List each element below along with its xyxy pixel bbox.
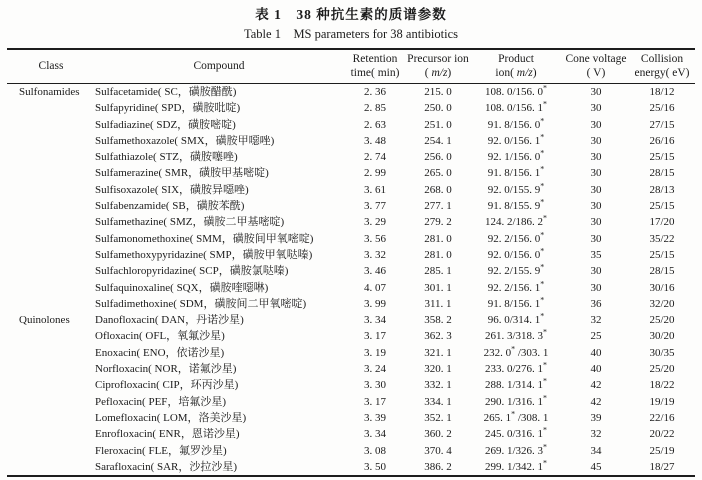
cell-compound: Ofloxacin( OFL，氧氟沙星) (95, 330, 225, 343)
cell-product-ion: 92. 1/156. 0* (487, 149, 545, 164)
table-row (7, 345, 695, 361)
cell-product-ion: 92. 0/156. 1* (487, 132, 545, 147)
table-row (7, 149, 695, 165)
col-header-collision-energy (629, 49, 695, 84)
cell-collision-energy: 25/15 (649, 151, 675, 164)
cell-cone-voltage: 40 (590, 363, 602, 376)
cell-collision-energy: 25/20 (649, 314, 675, 327)
cell-collision-energy: 30/35 (649, 346, 675, 359)
cell-collision-energy: 22/16 (649, 411, 675, 424)
table-row (7, 198, 695, 214)
cell-collision-energy: 35/22 (649, 232, 675, 245)
cell-product-ion: 91. 8/155. 9* (487, 198, 545, 213)
cell-retention-time: 3. 77 (364, 200, 386, 213)
cell-compound: Sulfamerazine( SMR，磺胺甲基嘧啶) (95, 167, 269, 180)
cell-product-ion: 92. 2/156. 0* (487, 230, 545, 245)
cell-compound: Danofloxacin( DAN，丹诺沙星) (95, 314, 244, 327)
cell-compound: Sulfisoxazole( SIX，磺胺异噁唑) (95, 183, 249, 196)
cell-retention-time: 3. 29 (364, 216, 386, 229)
col-header-cone-line2: ( V) (586, 67, 606, 79)
ms-parameters-table (7, 48, 695, 477)
cell-cone-voltage: 42 (590, 395, 602, 408)
table-row (7, 361, 695, 377)
table-row (7, 100, 695, 116)
cell-precursor-ion: 334. 1 (424, 395, 452, 408)
cell-retention-time: 3. 19 (364, 346, 386, 359)
cell-class (7, 182, 95, 198)
table-row (7, 426, 695, 442)
cell-collision-energy: 26/16 (649, 134, 675, 147)
cell-precursor-ion: 279. 2 (424, 216, 452, 229)
cell-class (7, 459, 95, 476)
cell-cone-voltage: 35 (590, 248, 602, 261)
cell-compound: Sulfacetamide( SC，磺胺醋酰) (95, 86, 237, 98)
cell-collision-energy: 30/16 (649, 281, 675, 294)
cell-compound: Sulfachloropyridazine( SCP，磺胺氯哒嗪) (95, 265, 289, 278)
cell-precursor-ion: 277. 1 (424, 200, 452, 213)
cell-cone-voltage: 30 (590, 183, 602, 196)
cell-product-ion: 108. 0/156. 1* (484, 100, 548, 115)
cell-collision-energy: 25/15 (649, 248, 675, 261)
cell-precursor-ion: 281. 0 (424, 248, 452, 261)
cell-retention-time: 3. 32 (364, 248, 386, 261)
cell-class (7, 149, 95, 165)
table-row (7, 394, 695, 410)
cell-retention-time: 3. 48 (364, 134, 386, 147)
table-row (7, 459, 695, 476)
col-header-retention-line1: Retention (352, 53, 398, 65)
col-header-cone-line1: Cone voltage (565, 53, 627, 65)
table-row (7, 296, 695, 312)
cell-retention-time: 2. 99 (364, 167, 386, 180)
cell-retention-time: 3. 30 (364, 379, 386, 392)
cell-class (7, 394, 95, 410)
cell-cone-voltage: 30 (590, 281, 602, 294)
cell-cone-voltage: 30 (590, 151, 602, 164)
col-header-product-ion (469, 49, 563, 84)
cell-collision-energy: 28/15 (649, 265, 675, 278)
cell-compound: Enoxacin( ENO，依诺沙星) (95, 346, 225, 359)
cell-compound: Fleroxacin( FLE，氟罗沙星) (95, 444, 227, 457)
table-row (7, 443, 695, 459)
cell-product-ion: 233. 0/276. 1* (484, 361, 548, 376)
col-header-retention-line2: time( min) (350, 67, 400, 79)
cell-retention-time: 3. 46 (364, 265, 386, 278)
cell-cone-voltage: 30 (590, 265, 602, 278)
cell-product-ion: 290. 1/316. 1* (484, 393, 548, 408)
table-row (7, 312, 695, 328)
cell-collision-energy: 18/12 (649, 86, 675, 98)
cell-precursor-ion: 265. 0 (424, 167, 452, 180)
cell-collision-energy: 25/15 (649, 200, 675, 213)
cell-precursor-ion: 215. 0 (424, 86, 452, 98)
cell-precursor-ion: 285. 1 (424, 265, 452, 278)
cell-cone-voltage: 36 (590, 297, 602, 310)
cell-compound: Sulfaquinoxaline( SQX，磺胺喹噁啉) (95, 281, 269, 294)
cell-cone-voltage: 30 (590, 118, 602, 131)
cell-class: Quinolones (19, 314, 70, 327)
cell-retention-time: 3. 56 (364, 232, 386, 245)
table-row (7, 182, 695, 198)
cell-product-ion: 261. 3/318. 3* (484, 328, 548, 343)
cell-precursor-ion: 268. 0 (424, 183, 452, 196)
cell-class (7, 263, 95, 279)
table-row (7, 328, 695, 344)
table-row (7, 263, 695, 279)
cell-class (7, 296, 95, 312)
cell-class (7, 345, 95, 361)
cell-retention-time: 2. 36 (364, 86, 386, 98)
cell-class (7, 100, 95, 116)
cell-collision-energy: 20/22 (649, 428, 675, 441)
cell-product-ion: 91. 8/156. 1* (487, 295, 545, 310)
table-row (7, 231, 695, 247)
cell-class (7, 426, 95, 442)
cell-product-ion: 265. 1* /308. 1 (483, 409, 549, 424)
cell-product-ion: 92. 0/155. 9* (487, 181, 545, 196)
cell-precursor-ion: 370. 4 (424, 444, 452, 457)
cell-retention-time: 2. 63 (364, 118, 386, 131)
cell-precursor-ion: 281. 0 (424, 232, 452, 245)
cell-compound: Pefloxacin( PEF，培氟沙星) (95, 395, 227, 408)
cell-retention-time: 3. 61 (364, 183, 386, 196)
cell-compound: Sulfapyridine( SPD，磺胺吡啶) (95, 102, 241, 115)
cell-class (7, 361, 95, 377)
cell-compound: Ciprofloxacin( CIP，环丙沙星) (95, 379, 239, 392)
cell-cone-voltage: 34 (590, 444, 602, 457)
cell-product-ion: 92. 2/155. 9* (487, 263, 545, 278)
cell-compound: Sulfathiazole( STZ，磺胺噻唑) (95, 151, 238, 164)
cell-class (7, 214, 95, 230)
cell-product-ion: 96. 0/314. 1* (487, 312, 545, 327)
col-header-precursor-ion (407, 49, 469, 84)
cell-retention-time: 3. 39 (364, 411, 386, 424)
cell-compound: Norfloxacin( NOR，诺氟沙星) (95, 363, 237, 376)
cell-collision-energy: 25/20 (649, 363, 675, 376)
cell-class (7, 165, 95, 181)
cell-cone-voltage: 30 (590, 200, 602, 213)
cell-class (7, 247, 95, 263)
cell-product-ion: 91. 8/156. 1* (487, 165, 545, 180)
table-row (7, 165, 695, 181)
col-header-retention-time (343, 49, 407, 84)
cell-cone-voltage: 30 (590, 232, 602, 245)
cell-compound: Sulfamethazine( SMZ，磺胺二甲基嘧啶) (95, 216, 285, 229)
cell-collision-energy: 25/16 (649, 102, 675, 115)
cell-class: Sulfonamides (19, 86, 80, 98)
cell-precursor-ion: 358. 2 (424, 314, 452, 327)
cell-retention-time: 3. 17 (364, 330, 386, 343)
cell-precursor-ion: 386. 2 (424, 460, 452, 473)
table-row (7, 377, 695, 393)
cell-collision-energy: 25/19 (649, 444, 675, 457)
col-header-class: Class (38, 60, 64, 72)
cell-compound: Sulfamethoxypyridazine( SMP，磺胺甲氧哒嗪) (95, 248, 313, 261)
table-header-row (7, 49, 695, 84)
cell-compound: Sarafloxacin( SAR，沙拉沙星) (95, 460, 238, 473)
cell-precursor-ion: 362. 3 (424, 330, 452, 343)
cell-compound: Lomefloxacin( LOM，洛美沙星) (95, 411, 247, 424)
cell-product-ion: 108. 0/156. 0* (484, 83, 548, 98)
cell-compound: Enrofloxacin( ENR，恩诺沙星) (95, 428, 240, 441)
cell-precursor-ion: 360. 2 (424, 428, 452, 441)
cell-collision-energy: 17/20 (649, 216, 675, 229)
table-row (7, 133, 695, 149)
cell-precursor-ion: 320. 1 (424, 363, 452, 376)
cell-cone-voltage: 30 (590, 134, 602, 147)
cell-class (7, 133, 95, 149)
cell-precursor-ion: 254. 1 (424, 134, 452, 147)
cell-product-ion: 288. 1/314. 1* (484, 377, 548, 392)
cell-class (7, 231, 95, 247)
cell-collision-energy: 18/22 (649, 379, 675, 392)
cell-compound: Sulfadimethoxine( SDM，磺胺间二甲氧嘧啶) (95, 297, 307, 310)
col-header-collision-line2: energy( eV) (634, 67, 690, 79)
cell-precursor-ion: 352. 1 (424, 411, 452, 424)
cell-retention-time: 2. 85 (364, 102, 386, 115)
cell-class (7, 443, 95, 459)
cell-cone-voltage: 39 (590, 411, 602, 424)
col-header-cone-voltage (563, 49, 629, 84)
cell-precursor-ion: 321. 1 (424, 346, 452, 359)
cell-class (7, 328, 95, 344)
table-row (7, 280, 695, 296)
col-header-precursor-line1: Precursor ion (407, 53, 469, 65)
col-header-product-line2: ion( m/z) (495, 67, 537, 79)
col-header-precursor-line2: ( m/z) (424, 67, 452, 79)
table-body (7, 84, 695, 477)
cell-product-ion: 269. 1/326. 3* (484, 442, 548, 457)
cell-compound: Sulfamethoxazole( SMX，磺胺甲噁唑) (95, 134, 275, 147)
cell-compound: Sulfabenzamide( SB，磺胺苯酰) (95, 200, 245, 213)
cell-retention-time: 3. 08 (364, 444, 386, 457)
cell-compound: Sulfadiazine( SDZ，磺胺嘧啶) (95, 118, 236, 131)
cell-cone-voltage: 32 (590, 428, 602, 441)
table-row (7, 410, 695, 426)
cell-product-ion: 299. 1/342. 1* (484, 458, 548, 473)
cell-cone-voltage: 30 (590, 167, 602, 180)
cell-product-ion: 91. 8/156. 0* (487, 116, 545, 131)
cell-cone-voltage: 30 (590, 86, 602, 98)
cell-retention-time: 3. 99 (364, 297, 386, 310)
cell-collision-energy: 32/20 (649, 297, 675, 310)
cell-class (7, 117, 95, 133)
cell-retention-time: 3. 34 (364, 314, 386, 327)
cell-precursor-ion: 311. 1 (424, 297, 452, 310)
cell-cone-voltage: 42 (590, 379, 602, 392)
cell-cone-voltage: 30 (590, 216, 602, 229)
table-row (7, 247, 695, 263)
cell-precursor-ion: 250. 0 (424, 102, 452, 115)
col-header-product-line1: Product (498, 53, 534, 65)
cell-cone-voltage: 45 (590, 460, 602, 473)
cell-class (7, 410, 95, 426)
cell-product-ion: 92. 0/156. 0* (487, 246, 545, 261)
cell-compound: Sulfamonomethoxine( SMM，磺胺间甲氧嘧啶) (95, 232, 314, 245)
cell-cone-voltage: 32 (590, 314, 602, 327)
cell-class (7, 198, 95, 214)
cell-precursor-ion: 251. 0 (424, 118, 452, 131)
cell-retention-time: 4. 07 (364, 281, 386, 294)
cell-product-ion: 124. 2/186. 2* (484, 214, 548, 229)
cell-retention-time: 3. 50 (364, 460, 386, 473)
cell-retention-time: 3. 34 (364, 428, 386, 441)
cell-cone-voltage: 30 (590, 102, 602, 115)
cell-product-ion: 232. 0* /303. 1 (483, 344, 549, 359)
cell-collision-energy: 27/15 (649, 118, 675, 131)
cell-class (7, 377, 95, 393)
table-row (7, 84, 695, 101)
cell-precursor-ion: 256. 0 (424, 151, 452, 164)
cell-collision-energy: 30/20 (649, 330, 675, 343)
cell-retention-time: 2. 74 (364, 151, 386, 164)
cell-precursor-ion: 301. 1 (424, 281, 452, 294)
col-header-collision-line1: Collision (640, 53, 684, 65)
table-title-en: Table 1 MS parameters for 38 antibiotics (243, 27, 458, 41)
cell-precursor-ion: 332. 1 (424, 379, 452, 392)
cell-collision-energy: 28/15 (649, 167, 675, 180)
table-row (7, 214, 695, 230)
cell-collision-energy: 28/13 (649, 183, 675, 196)
cell-product-ion: 92. 2/156. 1* (487, 279, 545, 294)
cell-product-ion: 245. 0/316. 1* (484, 426, 548, 441)
cell-collision-energy: 19/19 (649, 395, 675, 408)
table-row (7, 117, 695, 133)
table-title-zh: 表 1 38 种抗生素的质谱参数 (255, 7, 447, 22)
cell-class (7, 280, 95, 296)
col-header-compound: Compound (193, 60, 245, 72)
cell-cone-voltage: 25 (590, 330, 602, 343)
cell-retention-time: 3. 17 (364, 395, 386, 408)
cell-cone-voltage: 40 (590, 346, 602, 359)
cell-collision-energy: 18/27 (649, 460, 675, 473)
cell-retention-time: 3. 24 (364, 363, 386, 376)
